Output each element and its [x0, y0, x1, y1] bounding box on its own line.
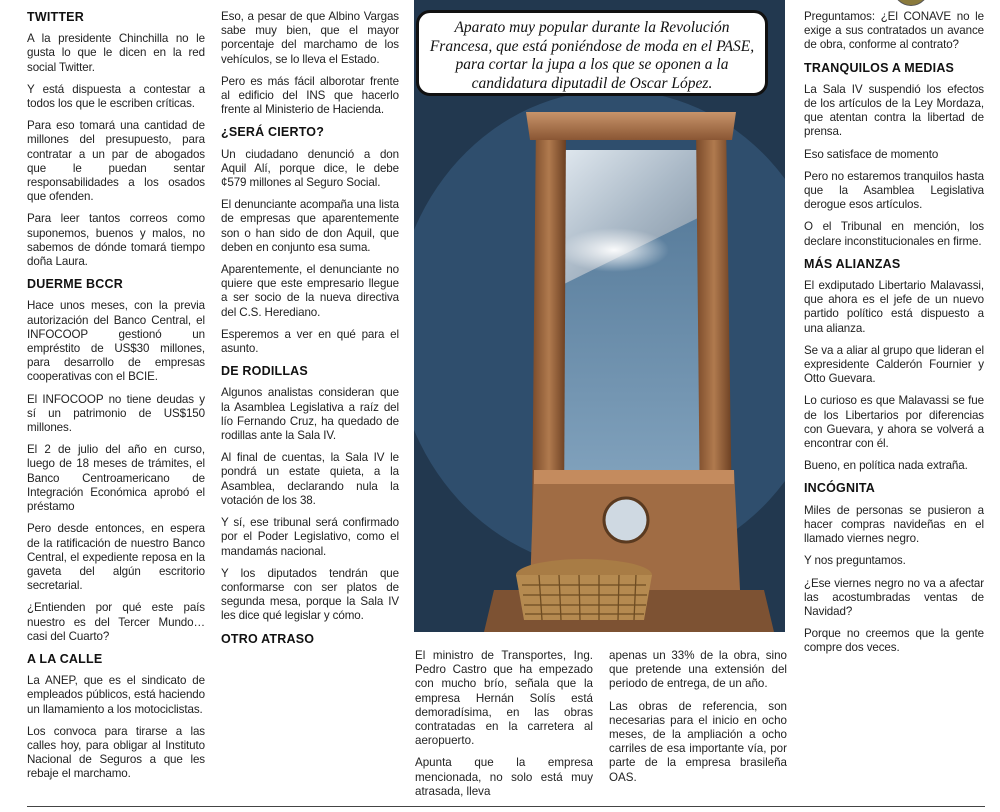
bottom-rule [27, 806, 985, 807]
column-4 [804, 10, 984, 664]
paragraph: ¿Ese viernes negro no va a afectar las acostumbradas ventas de Navidad? [804, 576, 984, 618]
photo-caption: Aparato muy popular durante la Revolución Francesa, que está poniéndose de moda en el PASE, para cortar la jupa a los que se oponen a la candidatura diputadil de Oscar López. [416, 10, 768, 96]
paragraph: Los convoca para tirarse a las calles hoy, para obligar al Instituto Nacional de Seguros a que les rebaje el marchamo. [27, 724, 205, 781]
paragraph: Se va a aliar al grupo que lideran el expresidente Calderón Fournier y Otto Guevara. [804, 343, 984, 386]
paragraph: Eso, a pesar de que Albino Vargas sabe muy bien, que el mayor porcentaje del marchamo de los vehículos, se lo lleva el Estado. [221, 10, 399, 66]
paragraph: O el Tribunal en mención, los declare inconstitucionales en firme. [804, 220, 984, 248]
paragraph: El 2 de julio del año en curso, luego de 18 meses de trámites, el Banco Centroamericano de Integración Económica aprobó el préstamo [27, 443, 205, 514]
heading-tranquilos-a-medias: TRANQUILOS A MEDIAS [804, 60, 955, 75]
paragraph: Y sí, ese tribunal será confirmado por el Poder Legislativo, como el mandamás nacional. [221, 516, 399, 558]
heading-duerme-bccr: DUERME BCCR [27, 277, 123, 292]
paragraph: Porque no creemos que la gente compre dos veces. [804, 627, 984, 655]
heading-otro-atraso: OTRO ATRASO [221, 631, 315, 646]
paragraph: El exdiputado Libertario Malavassi, que ahora es el jefe de un nuevo partido político está dispuesto a una alianza. [804, 279, 984, 335]
paragraph: Para eso tomará una cantidad de millones del presupuesto, para contratar a un par de abogados que le puedan sentar responsabilidades a los osados que ofenden. [27, 119, 205, 204]
paragraph: Miles de personas se pusieron a hacer compras navideñas en el llamado viernes negro. [804, 503, 984, 546]
paragraph: El denunciante acompaña una lista de empresas que aparentemente son o han sido de don Aquil, que deben en conjunto esa suma. [221, 198, 399, 254]
paragraph: Al final de cuentas, la Sala IV le pondrá un estate quieta, a la Asamblea, declarando nula la votación de los 38. [221, 451, 399, 507]
paragraph: A la presidente Chinchilla no le gusta lo que le dicen en la red social Twitter. [27, 32, 205, 74]
emblem-fragment [893, 0, 929, 6]
paragraph: Bueno, en política nada extraña. [804, 459, 968, 473]
paragraph: Pero es más fácil alborotar frente al edificio del INS que hacerlo frente al Ministerio de Hacienda. [221, 74, 399, 117]
column-3b-below-photo [609, 649, 787, 793]
paragraph: Y está dispuesta a contestar a todos los que le escriben críticas. [27, 82, 205, 111]
heading-incognita: INCÓGNITA [804, 481, 876, 496]
paragraph: La ANEP, que es el sindicato de empleados públicos, está haciendo un llamamiento a los motociclistas. [27, 674, 205, 716]
paragraph: Y nos preguntamos. [804, 554, 906, 568]
paragraph: Pero no estaremos tranquilos hasta que la Asamblea Legislativa derogue esos artículos. [804, 169, 984, 212]
column-2 [221, 10, 399, 654]
paragraph: Eso satisface de momento [804, 147, 939, 161]
paragraph: Lo curioso es que Malavassi se fue de los Libertarios por diferencias con Guevara, y ahora se volverá a encontrar con él. [804, 394, 984, 451]
heading-twitter: TWITTER [27, 10, 84, 24]
paragraph: El INFOCOOP no tiene deudas y sí un patrimonio de US$150 millones. [27, 392, 205, 435]
heading-mas-alianzas: MÁS ALIANZAS [804, 256, 901, 271]
paragraph: Un ciudadano denunció a don Aquil Alí, porque dice, le debe ¢579 millones al Seguro Social. [221, 147, 399, 190]
heading-sera-cierto: ¿SERÁ CIERTO? [221, 125, 325, 140]
paragraph: La Sala IV suspendió los efectos de los artículos de la Ley Mordaza, que atentan contra la libertad de prensa. [804, 82, 984, 139]
heading-de-rodillas: DE RODILLAS [221, 364, 308, 379]
paragraph: Esperemos a ver en qué para el asunto. [221, 327, 399, 356]
paragraph: Pero desde entonces, en espera de la ratificación de nuestro Banco Central, el expediente reposa en la gaveta del algún escritorio secretarial. [27, 522, 205, 593]
column-3-below-photo [415, 649, 593, 807]
heading-a-la-calle: A LA CALLE [27, 651, 103, 666]
paragraph: Y los diputados tendrán que conformarse con ser platos de segunda mesa, porque la Sala IV les dice qué legislar y cómo. [221, 566, 399, 623]
paragraph: Las obras de referencia, son necesarias para el inicio en ocho meses, de la ampliación a ocho carriles de esa importante vía, por parte de la empresa brasileña OAS. [609, 699, 787, 784]
paragraph: apenas un 33% de la obra, sino que pretende una extensión del periodo de entrega, de un año. [609, 649, 787, 691]
column-1 [27, 10, 205, 790]
paragraph: Preguntamos: ¿El CONAVE no le exige a sus contratados un avance de obra, conforme al contrato? [804, 10, 984, 52]
paragraph: El ministro de Transportes, Ing. Pedro Castro que ha empezado con mucho brío, señala que la empresa Hernán Solís está demoradísima, en las obras contratadas en la carretera al aeropuerto. [415, 649, 593, 748]
paragraph: Para leer tantos correos como suponemos, buenos y malos, no sabemos de dónde tomará tiempo doña Laura. [27, 212, 205, 269]
paragraph: Algunos analistas consideran que la Asamblea Legislativa a raíz del lío Fernando Cruz, ha quedado de rodillas ante la Sala IV. [221, 386, 399, 443]
paragraph: ¿Entienden por qué este país nuestro es del Tercer Mundo… casi del Cuarto? [27, 601, 205, 643]
paragraph: Hace unos meses, con la previa autorización del Banco Central, el INFOCOOP gestionó un empréstito de US$30 millones, para desarrollo de empresas cooperativas con el BCIE. [27, 299, 205, 384]
paragraph: Apunta que la empresa mencionada, no solo está muy atrasada, lleva [415, 756, 593, 798]
paragraph: Aparentemente, el denunciante no quiere que este empresario llegue a ser socio de la nueva directiva del C.S. Herediano. [221, 263, 399, 319]
